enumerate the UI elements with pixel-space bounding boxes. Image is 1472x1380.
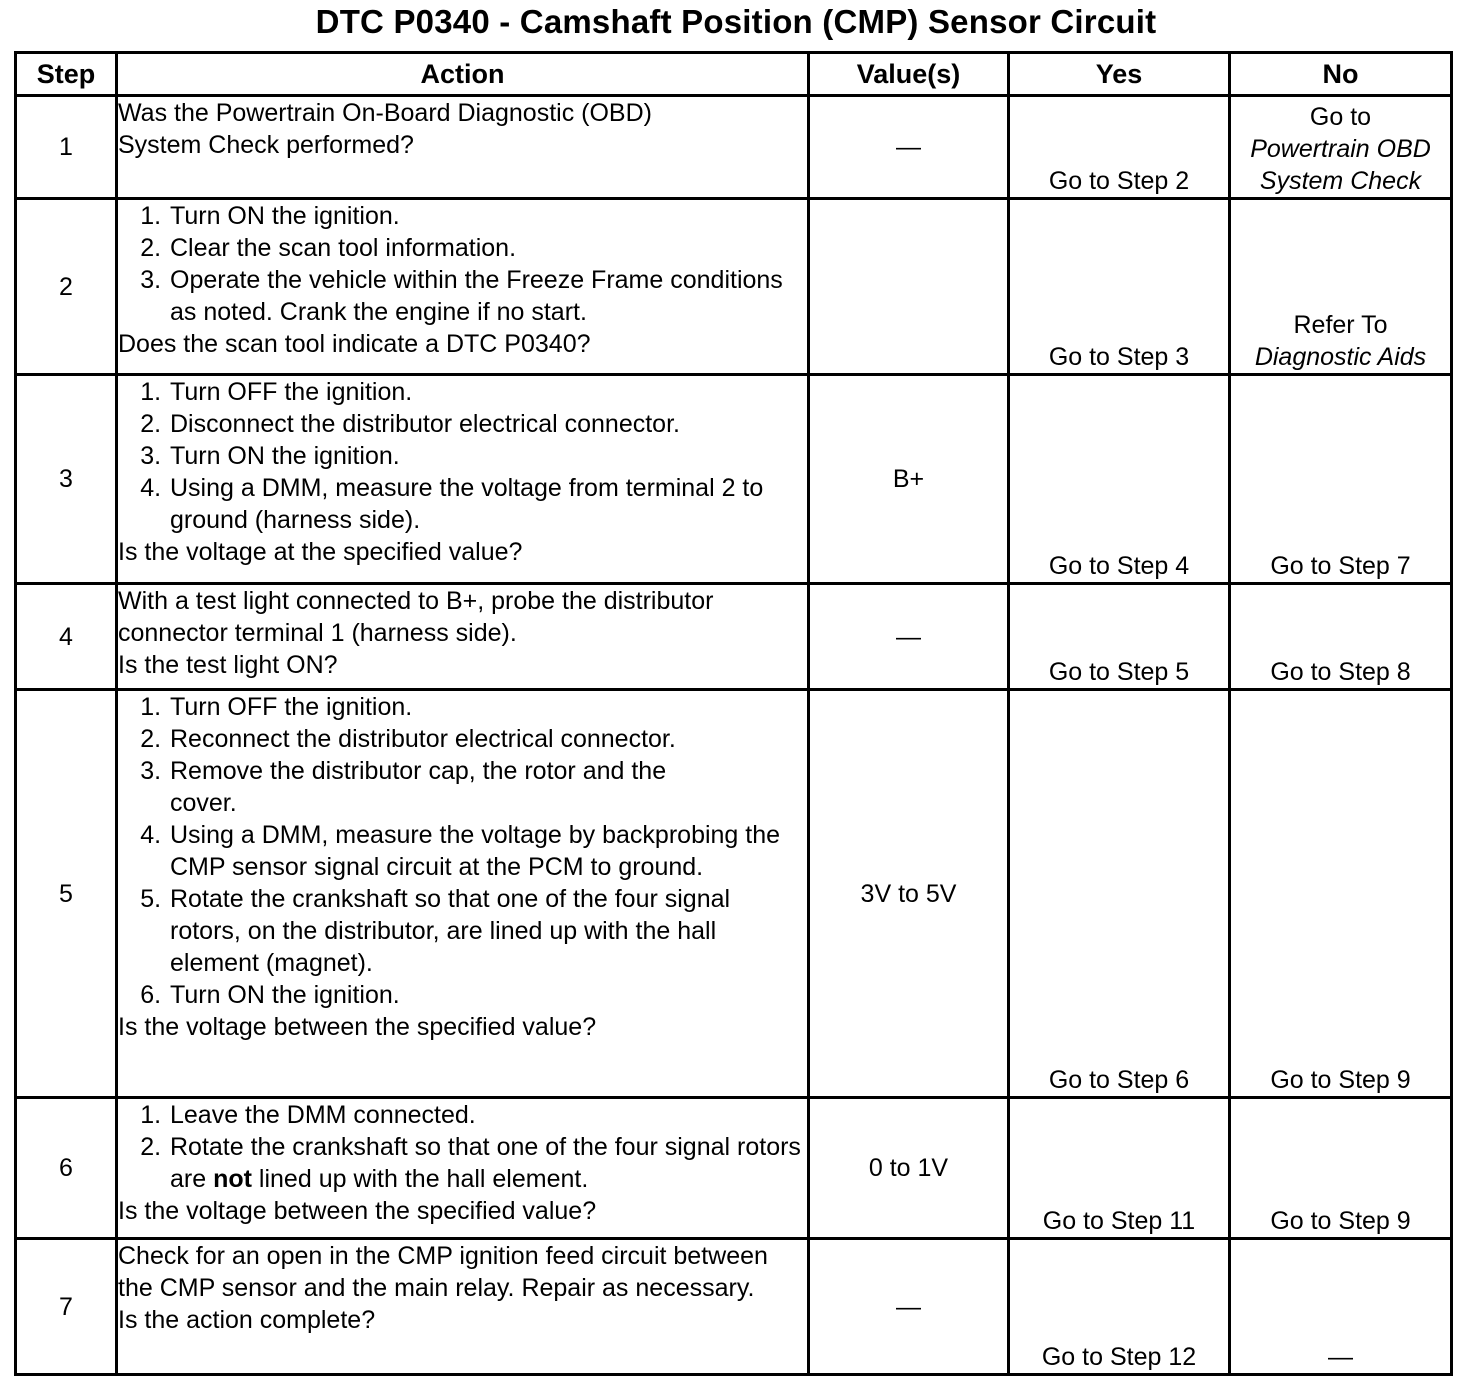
no-cell: Go to Step 9 (1230, 1098, 1452, 1239)
action-step: 2. Disconnect the distributor electrical connector. (168, 408, 807, 440)
action-step: 3. Remove the distributor cap, the rotor and the cover. (168, 755, 807, 819)
table-row (16, 584, 1452, 690)
action-step (168, 1131, 807, 1195)
yes-cell: Go to Step 11 (1009, 1098, 1230, 1239)
header-values: Value(s) (809, 53, 1009, 96)
step-number: 6 (16, 1098, 117, 1239)
yes-cell: Go to Step 3 (1009, 199, 1230, 375)
emphasis-text: not (213, 1165, 252, 1193)
action-question: Is the test light ON? (118, 651, 338, 679)
page-title: DTC P0340 - Camshaft Position (CMP) Sensor Circuit (315, 3, 1157, 40)
action-step: 4. Using a DMM, measure the voltage from terminal 2 to ground (harness side). (168, 472, 807, 536)
action-text: Was the Powertrain On-Board Diagnostic (OBD) System Check performed? (118, 99, 652, 159)
action-step: 1. Turn OFF the ignition. (168, 691, 807, 723)
value-cell (809, 199, 1009, 375)
action-question: Is the voltage between the specified value? (118, 1013, 597, 1041)
action-steps (118, 1099, 807, 1195)
action-step: 1. Turn ON the ignition. (168, 200, 807, 232)
no-cell: Go to Step 7 (1230, 375, 1452, 584)
header-yes: Yes (1009, 53, 1230, 96)
step-number: 2 (16, 199, 117, 375)
step-number: 1 (16, 96, 117, 199)
action-cell (117, 584, 809, 690)
action-step: 3. Operate the vehicle within the Freeze Frame conditions as noted. Crank the engine if no start. (168, 264, 807, 328)
action-question: Is the action complete? (118, 1306, 376, 1334)
no-cell: — (1230, 1239, 1452, 1375)
value-cell: — (809, 96, 1009, 199)
yes-cell: Go to Step 6 (1009, 690, 1230, 1098)
table-row (16, 1239, 1452, 1375)
action-question: Is the voltage at the specified value? (118, 538, 523, 566)
step-number: 3 (16, 375, 117, 584)
no-prefix: Refer To (1293, 311, 1388, 339)
table-row (16, 199, 1452, 375)
action-cell (117, 690, 809, 1098)
action-question: Does the scan tool indicate a DTC P0340? (118, 330, 591, 358)
no-reference: Powertrain OBD System Check (1250, 135, 1431, 195)
table-header-row (16, 53, 1452, 96)
table-row (16, 690, 1452, 1098)
yes-cell: Go to Step 5 (1009, 584, 1230, 690)
value-cell: B+ (809, 375, 1009, 584)
action-text: With a test light connected to B+, probe the distributor connector terminal 1 (harness side). (118, 587, 714, 647)
value-cell: 3V to 5V (809, 690, 1009, 1098)
action-step: 1. Turn OFF the ignition. (168, 376, 807, 408)
yes-cell: Go to Step 4 (1009, 375, 1230, 584)
header-no: No (1230, 53, 1452, 96)
no-cell (1230, 199, 1452, 375)
action-cell (117, 1098, 809, 1239)
action-step: 4. Using a DMM, measure the voltage by backprobing the CMP sensor signal circuit at the PCM to ground. (168, 819, 807, 883)
action-cell (117, 199, 809, 375)
step-number: 5 (16, 690, 117, 1098)
action-step: 6. Turn ON the ignition. (168, 979, 807, 1011)
header-action: Action (117, 53, 809, 96)
action-step: 5. Rotate the crankshaft so that one of the four signal rotors, on the distributor, are lined up with the hall element (magnet). (168, 883, 807, 979)
action-cell (117, 375, 809, 584)
no-reference: Diagnostic Aids (1254, 343, 1427, 371)
action-step: 3. Turn ON the ignition. (168, 440, 807, 472)
step-number: 7 (16, 1239, 117, 1375)
yes-cell: Go to Step 2 (1009, 96, 1230, 199)
diagnostic-table (14, 51, 1453, 1376)
no-cell (1230, 96, 1452, 199)
table-row (16, 96, 1452, 199)
action-step: 2. Clear the scan tool information. (168, 232, 807, 264)
action-cell (117, 96, 809, 199)
value-cell: 0 to 1V (809, 1098, 1009, 1239)
action-text: Check for an open in the CMP ignition feed circuit between the CMP sensor and the main relay. Repair as necessary. (118, 1242, 768, 1302)
action-step: 1. Leave the DMM connected. (168, 1099, 807, 1131)
value-cell: — (809, 1239, 1009, 1375)
action-step-text: Rotate the crankshaft so that one of the four signal rotors are (170, 1133, 801, 1193)
no-prefix: Go to (1309, 103, 1372, 131)
action-question: Is the voltage between the specified value? (118, 1197, 597, 1225)
header-step: Step (16, 53, 117, 96)
table-row (16, 1098, 1452, 1239)
action-steps (118, 376, 807, 536)
table-row (16, 375, 1452, 584)
action-step: 2. Reconnect the distributor electrical connector. (168, 723, 807, 755)
action-cell (117, 1239, 809, 1375)
action-steps (118, 200, 807, 328)
no-cell: Go to Step 9 (1230, 690, 1452, 1098)
action-step-text: lined up with the hall element. (258, 1165, 589, 1193)
value-cell: — (809, 584, 1009, 690)
yes-cell: Go to Step 12 (1009, 1239, 1230, 1375)
action-steps (118, 691, 807, 1011)
no-cell: Go to Step 8 (1230, 584, 1452, 690)
step-number: 4 (16, 584, 117, 690)
